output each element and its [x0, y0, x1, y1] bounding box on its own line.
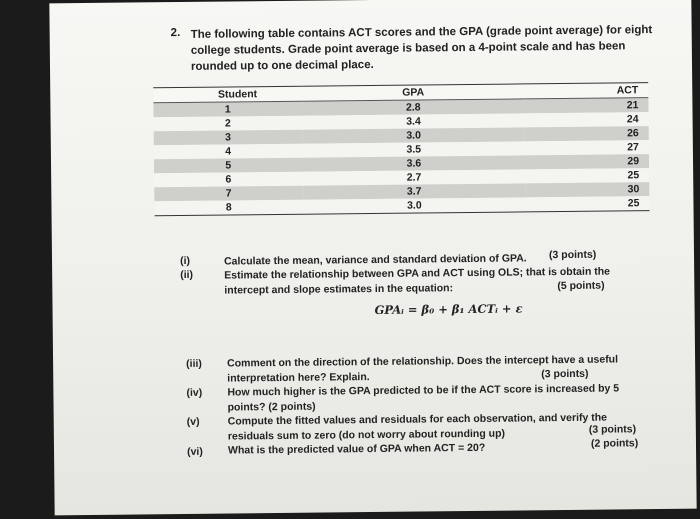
- act-cell: 25: [525, 168, 649, 183]
- gpa-cell: 2.7: [303, 169, 526, 185]
- header-gpa: GPA: [302, 84, 525, 101]
- student-cell: 6: [154, 172, 303, 188]
- part-v-number: (v): [186, 415, 200, 428]
- part-vi-points: (2 points): [590, 437, 639, 450]
- part-vi-text: What is the predicted value of GPA when ACT = 20?: [227, 441, 486, 457]
- part-i-text: Calculate the mean, variance and standard deviation of GPA.: [223, 252, 527, 268]
- part-i-number: (i): [179, 254, 191, 268]
- student-cell: 5: [154, 158, 303, 174]
- gpa-cell: 2.8: [302, 99, 525, 116]
- student-cell: 8: [154, 200, 303, 216]
- act-cell: 26: [525, 126, 649, 141]
- gpa-cell: 3.6: [302, 155, 525, 171]
- question-number: 2.: [170, 27, 181, 40]
- act-cell: 25: [526, 196, 650, 212]
- part-iv-number: (iv): [186, 386, 203, 399]
- gpa-cell: 3.0: [302, 127, 525, 143]
- part-vi-number: (vi): [186, 445, 203, 458]
- part-iii-number: (iii): [186, 357, 202, 370]
- part-v-text: Compute the fitted values and residuals for each observation, and verify the residuals sum to zero (do not worry about rounding up): [227, 411, 608, 443]
- act-cell: 29: [525, 154, 649, 169]
- worksheet-page: [49, 0, 696, 515]
- part-ii-text: Estimate the relationship between GPA and ACT using OLS; that is obtain the intercept and slope estimates in the equation:: [224, 265, 611, 297]
- act-cell: 24: [525, 112, 649, 127]
- part-ii-points: (5 points): [557, 279, 605, 293]
- question-intro: The following table contains ACT scores and the GPA (grade point average) for eight college students. Grade point average is based on a 4-point scale and has been rounded up to one decimal place.: [190, 24, 653, 73]
- student-cell: 4: [154, 144, 303, 160]
- gpa-cell: 3.0: [303, 197, 526, 214]
- part-ii-number: (ii): [180, 268, 194, 282]
- header-act: ACT: [524, 83, 648, 99]
- part-iv-text: How much higher is the GPA predicted to be if the ACT score is increased by 5 points? (2 points): [227, 382, 620, 414]
- gpa-cell: 3.5: [302, 141, 525, 157]
- act-cell: 27: [525, 140, 649, 155]
- act-cell: 21: [525, 98, 649, 114]
- part-v-points: (3 points): [588, 423, 637, 436]
- part-iii-points: (3 points): [541, 367, 589, 381]
- gpa-cell: 3.7: [303, 183, 526, 199]
- regression-equation: GPAᵢ = β₀ + β₁ ACTᵢ + ε: [374, 301, 523, 317]
- gpa-cell: 3.4: [302, 113, 525, 129]
- student-cell: 7: [154, 186, 303, 202]
- act-gpa-table: [153, 82, 649, 216]
- part-iii-text: Comment on the direction of the relationship. Does the intercept have a useful interpretation here? Explain.: [227, 353, 619, 385]
- part-i-points: (3 points): [548, 248, 597, 262]
- header-student: Student: [153, 86, 302, 103]
- act-cell: 30: [525, 182, 649, 197]
- student-cell: 2: [154, 116, 303, 132]
- student-cell: 3: [154, 130, 303, 146]
- student-cell: 1: [153, 101, 302, 117]
